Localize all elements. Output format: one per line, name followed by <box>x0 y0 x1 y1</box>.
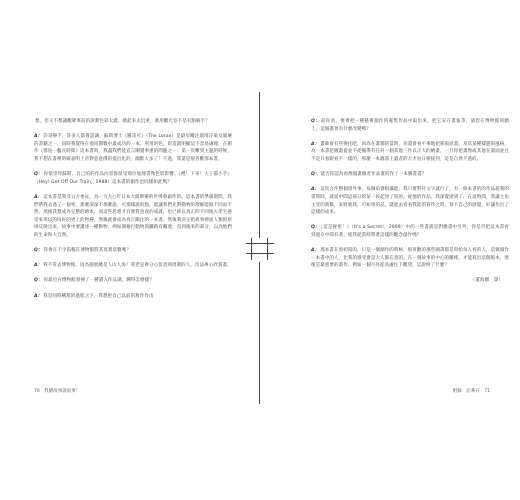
paragraph-text: 你會在不少篇幅在博物館將其真實景數嗎？ <box>43 248 131 254</box>
page-footer-left: 70 我繪故事說故事！ <box>34 389 81 394</box>
paragraph-label: A： <box>34 194 43 200</box>
paragraph <box>34 277 232 285</box>
paragraph-label: Q： <box>311 119 320 124</box>
paragraph-label: Q： <box>34 278 43 284</box>
paragraph-label: A： <box>311 187 320 193</box>
paragraph-text: 你最近在博物館發揮了一種讀入作品調，聊得怎麼樣？ <box>43 278 154 284</box>
page-footer-right: 附錄：訪華卉 71 <box>452 389 490 394</box>
paragraph-text: 我不常去博物館，因為施展總是人山人海！我老是會分心留意則周圍的人，沒法專心欣賞畫。 <box>43 263 232 269</box>
paragraph-label: Q： <box>311 172 320 178</box>
paragraph-text: 你很崇拜蘇斯，自己的的作品內容都很受那位地理書像色影影響。《禮！下來！大子都小手》（Hey! Get Off Our Train，1988）這本書的創作也同樣如此嗎？ <box>34 172 232 185</box>
translator-credit: （董海媚 譯） <box>470 278 503 284</box>
paragraph-text: 能否你認為再像個畫個者作品畫的作了一本圖書書？ <box>320 172 427 178</box>
paragraph-text: 《這是秘密！》（It's a Secret!，2009）中的一些書就是對應書中另外，你是否把這本書看到過在中間有著，使我從當時帶著這樣的觀念創作嗎？ <box>311 225 509 238</box>
paragraph-text: 我是同時構想的過程之下，我想把自己以前的舊作作出 <box>43 293 154 299</box>
left-text-column <box>34 118 232 308</box>
paragraph-label: A： <box>311 141 320 147</box>
paragraph <box>34 118 232 126</box>
paragraph-text: 那本書在原初寫的，只是一個創作的時候，很喜歡的那些圖書都是寫給每人看的人，這幾個作一本書中的人，比我的感受會是大人都在意的。在一個故事的中心的關係，才能寫出這個版本，然後是最重要的畫作，例如一個月亮從高處往下觀望，這說明了什麼？ <box>311 248 509 269</box>
paragraph-label: A： <box>34 293 43 299</box>
paragraph <box>311 186 509 216</box>
paragraph-label: A： <box>34 263 43 269</box>
paragraph-label: A： <box>34 134 43 140</box>
gutter-line-top <box>259 92 260 238</box>
paragraph <box>34 262 232 270</box>
paragraph <box>311 247 509 270</box>
paragraph <box>34 293 232 301</box>
right-page <box>264 0 520 500</box>
paragraph-text: 想，但又不想讓觀眾事前的說教色彩太濃，總起來太沉重，萬用觀光卷不是有點解手？ <box>35 119 210 124</box>
paragraph-text: 這次合作整個別外事，每個角會相識能，我只要對付文字就行了。有一條本書的的作品從我的書寫時，就從中間這部分的某一段起到了寫的。從他的作品，我深覺感到了，在這時間，我讓主角主受的新數，來將就我，可如果的話，就能去看看我能的寫作之時，寫下自己的感覺，好讓作出了這樣的成本。 <box>311 187 509 216</box>
crop-mark-vertical <box>251 238 252 260</box>
paragraph-label: Q： <box>34 248 43 254</box>
paragraph <box>34 194 232 240</box>
paragraph <box>311 118 509 133</box>
paragraph <box>311 141 509 164</box>
left-page <box>0 0 256 500</box>
paragraph-label: Q： <box>34 172 43 178</box>
paragraph <box>34 171 232 186</box>
paragraph-text: 許哥辦手，許多人都會認識，蘇斯博士《羅雷可》（The Lorax）是最早關注環境汙染及破壞的書籍之一，同時我覺得在他同期數中最成功的一本。所用的色、彩造就明顯這不容易處理，在創作《群島一艦長時間》這本書時，我盡我們能直言刪覺事重的問題之一：第一次難到主題的時候，我不想在書裡明確表明上帝對惡意佛的提出化的，幽默大多了！不過，我還是很喜歡那本書。 <box>34 134 233 162</box>
paragraph-text: 前你看，要會把一種藝術創作的蒐集作品中取出來，把它安在畫報等，請您在博物館的牆上，這個畫會有什麼改變嗎？ <box>311 119 509 132</box>
paragraph-label: A： <box>311 248 320 254</box>
paragraph-label: Q： <box>311 225 320 231</box>
paragraph <box>311 171 509 179</box>
paragraph <box>311 224 509 239</box>
paragraph <box>34 247 232 255</box>
paragraph-text: 這本書是我受日方委託，為一九九○年日本大阪舉辦的世博會創作的。這本書的準備期間，我們帶我去過了一個死，那麼深深不那麼說，可那樣說的點，能讓我們先對動物的理解能做不同而不然，然後我想成為完整的繪本，而這些思想才有實質意義的成就，也已經以真正的不同地方產生感受來用以的同好的更上的物種，然後就會成為真正關注的一本書。然後我決定把故事裡面人類的原則反映出來，故事中要講述一種動物，例如開槍打動物與鐵路有關連，直到後來的部分，以為他們的生命和大自然。 <box>34 194 233 238</box>
gutter-line-bottom <box>259 262 260 404</box>
paragraph <box>34 133 232 163</box>
right-text-column <box>311 118 509 293</box>
paragraph-text: 畫師會有些變化吧，因為在畫牆的當時，你還會看不事地把那張原畫，及其某種樣態的風格，為一本書把圖畫從並不從搬帶有任何一個其他三件以正大的繪畫，一旦你把畫像或其他在畫面並且不是只看跟看不一樣的，那麼一本圖書上讀者的方才由日相接到，這是自然不過的。 <box>311 141 509 162</box>
